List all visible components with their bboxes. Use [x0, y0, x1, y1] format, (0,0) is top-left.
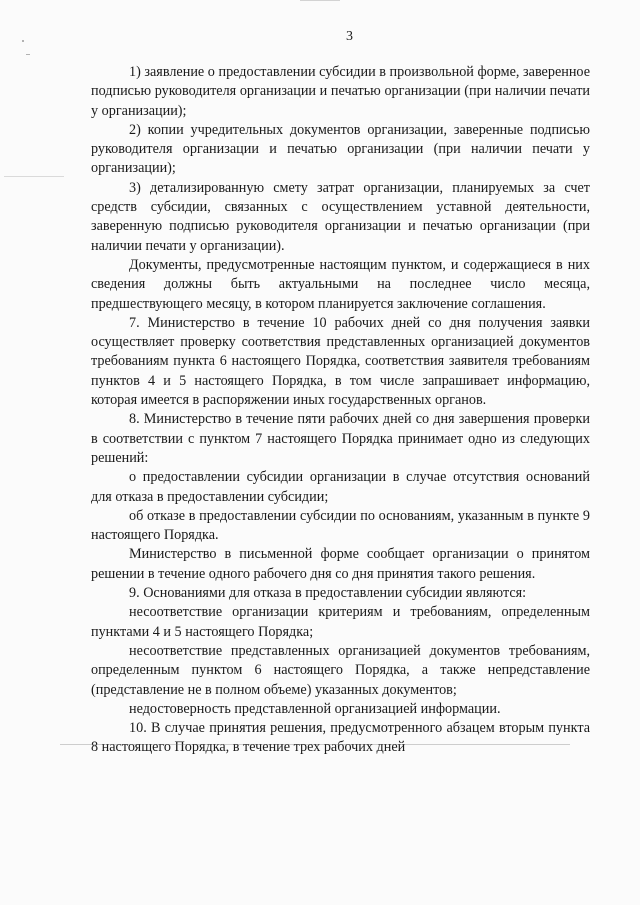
- paragraph: 8. Министерство в течение пяти рабочих дней со дня завершения проверки в соответствии с пунктом 7 настоящего Порядка принимает одно из следующих решений:: [91, 411, 590, 466]
- paragraph: несоответствие организации критериям и требованиям, определенным пунктами 4 и 5 настоящего Порядка;: [91, 604, 590, 640]
- paragraph: 3) детализированную смету затрат организации, планируемых за счет средств субсидии, связанных с осуществлением уставной деятельности, заверенную подписью руководителя организации и печатью организации (при наличии печати у организации).: [91, 179, 590, 254]
- paragraph: 9. Основаниями для отказа в предоставлении субсидии являются:: [129, 585, 527, 602]
- paragraph: 2) копии учредительных документов организации, заверенные подписью руководителя организации и печатью организации (при наличии печати у организации);: [91, 121, 590, 177]
- paragraph: об отказе в предоставлении субсидии по основаниям, указанным в пункте 9 настоящего Порядка.: [91, 507, 590, 544]
- paragraph: 7. Министерство в течение 10 рабочих дней со дня получения заявки осуществляет проверку соответствия представленных организацией документов требованиям пункта 6 настоящего Порядка, соответствия заявителя требованиям пунктов 4 и 5 настоящего Порядка, в том числе запрашивает информацию, которая имеется в распоряжении иных государственных органов.: [91, 314, 590, 409]
- paragraph: 1) заявление о предоставлении субсидии в произвольной форме, заверенное подписью руководителя организации и печатью организации (при наличии печати у организации);: [91, 64, 590, 119]
- scan-line: [60, 744, 570, 745]
- paragraph: несоответствие представленных организацией документов требованиям, определенным пунктом 6 настоящего Порядка, а также непредставление (представление не в полном объеме) указанных документов;: [91, 642, 590, 698]
- scan-line: [4, 176, 64, 177]
- scan-speck: [22, 40, 24, 42]
- paragraph: недостоверность представленной организацией информации.: [129, 700, 501, 717]
- paragraph: 10. В случае принятия решения, предусмотренного абзацем вторым пункта 8 настоящего Порядка, в течение трех рабочих дней: [91, 720, 590, 756]
- scan-speck: [26, 54, 30, 55]
- paragraph: Документы, предусмотренные настоящим пунктом, и содержащиеся в них сведения должны быть актуальными на последнее число месяца, предшествующего месяцу, в котором планируется заключение соглашения.: [91, 256, 590, 312]
- paragraph: Министерство в письменной форме сообщает организации о принятом решении в течение одного рабочего дня со дня принятия такого решения.: [91, 546, 590, 582]
- scan-speck: [300, 0, 340, 1]
- paragraph: о предоставлении субсидии организации в случае отсутствия оснований для отказа в предоставлении субсидии;: [91, 469, 590, 505]
- page-number: 3: [346, 29, 353, 44]
